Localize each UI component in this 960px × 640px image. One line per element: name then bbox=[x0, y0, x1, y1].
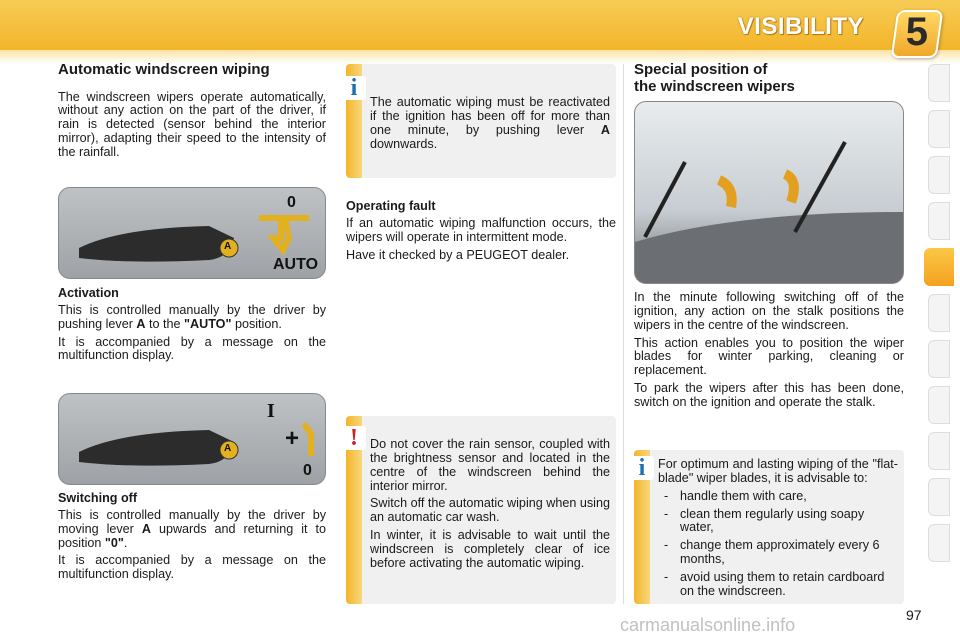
blades-advice-list bbox=[658, 490, 898, 599]
winter-parking-paragraph: This action enables you to position the wiper blades for winter parking, cleaning or replacement. bbox=[634, 335, 904, 378]
info-icon: i bbox=[342, 76, 366, 100]
info-box-blades bbox=[634, 450, 904, 604]
auto-label: AUTO bbox=[273, 256, 319, 273]
lever-label: A bbox=[224, 443, 232, 454]
section-heading: Automatic windscreen wiping bbox=[58, 61, 270, 78]
left-column bbox=[58, 62, 326, 164]
one-label: I bbox=[267, 400, 275, 422]
reactivation-text: The automatic wiping must be reactivated if the ignition has been off for more than one minute, by pushing lever A downwards. bbox=[370, 95, 610, 151]
intro-paragraph: The windscreen wipers operate automatically, without any action on the part of the driver, if rain is detected (sensor behind the interior mirror), adapting their speed to the intensity of the rainfall. bbox=[58, 89, 326, 159]
activation-heading: Activation bbox=[58, 286, 119, 300]
list-item: - change them approximately every 6 months, bbox=[658, 539, 898, 567]
section-heading-line1: Special position of bbox=[634, 61, 768, 78]
chapter-tab[interactable] bbox=[928, 110, 950, 148]
warning-text-sensor: Do not cover the rain sensor, coupled with the brightness sensor and located in the centre of the windscreen behind the interior mirror. bbox=[370, 437, 610, 493]
fault-heading: Operating fault bbox=[346, 199, 436, 213]
fault-paragraph: If an automatic wiping malfunction occurs, the wipers will operate in intermittent mode. bbox=[346, 215, 616, 244]
chapter-tab[interactable] bbox=[928, 202, 950, 240]
chapter-tab[interactable] bbox=[928, 478, 950, 516]
activation-display-paragraph: It is accompanied by a message on the multifunction display. bbox=[58, 334, 326, 363]
park-wipers-paragraph: To park the wipers after this has been done, switch on the ignition and operate the stalk. bbox=[634, 381, 904, 409]
activation-paragraph: This is controlled manually by the driver by pushing lever A to the "AUTO" position. bbox=[58, 302, 326, 331]
warning-text-carwash: Switch off the automatic wiping when using an automatic car wash. bbox=[370, 496, 610, 525]
stalk-auto-illustration bbox=[58, 187, 326, 279]
switching-off-heading: Switching off bbox=[58, 491, 138, 505]
plus-label: + bbox=[285, 425, 300, 452]
windscreen-icon bbox=[635, 102, 904, 284]
warning-text-winter: In winter, it is advisable to wait until the windscreen is completely clear of ice before activating the automatic wiping. bbox=[370, 528, 610, 570]
info-icon: i bbox=[630, 456, 654, 480]
watermark: carmanualsonline.info bbox=[620, 615, 796, 635]
chapter-tab-active[interactable] bbox=[924, 248, 954, 286]
chapter-tab[interactable] bbox=[928, 156, 950, 194]
switching-off-paragraph: This is controlled manually by the driver by moving lever A upwards and returning it to position "0". bbox=[58, 507, 326, 550]
chapter-tab[interactable] bbox=[928, 524, 950, 562]
chapter-title: VISIBILITY bbox=[737, 13, 864, 40]
warning-icon: ! bbox=[342, 426, 366, 450]
chapter-tabs bbox=[928, 64, 950, 574]
column-divider bbox=[623, 64, 624, 604]
chapter-tab[interactable] bbox=[928, 386, 950, 424]
section-heading-line2: the windscreen wipers bbox=[634, 77, 795, 95]
chapter-tab[interactable] bbox=[928, 64, 950, 102]
switching-off-display-paragraph: It is accompanied by a message on the multifunction display. bbox=[58, 553, 326, 582]
list-item: - avoid using them to retain cardboard on the windscreen. bbox=[658, 571, 898, 599]
fault-dealer-paragraph: Have it checked by a PEUGEOT dealer. bbox=[346, 247, 570, 262]
activation-section bbox=[58, 287, 326, 367]
chapter-tab[interactable] bbox=[928, 294, 950, 332]
list-item: - handle them with care, bbox=[658, 490, 898, 504]
chapter-tab[interactable] bbox=[928, 340, 950, 378]
operating-fault-section bbox=[346, 200, 616, 266]
chapter-tab[interactable] bbox=[928, 432, 950, 470]
blades-intro: For optimum and lasting wiping of the "flat-blade" wiper blades, it is advisable to: bbox=[658, 457, 898, 485]
switching-off-section bbox=[58, 492, 326, 586]
list-item: - clean them regularly using soapy water, bbox=[658, 508, 898, 536]
special-position-paragraph: In the minute following switching off of the ignition, any action on the stalk positions the wipers in the centre of the windscreen. bbox=[634, 290, 904, 332]
right-text bbox=[634, 291, 904, 414]
zero-label: 0 bbox=[303, 462, 312, 479]
warning-box bbox=[346, 416, 616, 604]
lever-label: A bbox=[224, 241, 232, 252]
chapter-number: 5 bbox=[905, 10, 928, 54]
zero-label: 0 bbox=[287, 194, 296, 211]
windscreen-wipers-photo bbox=[634, 101, 904, 284]
right-heading bbox=[634, 62, 904, 95]
page-number: 97 bbox=[906, 607, 922, 623]
info-box-reactivation bbox=[346, 64, 616, 178]
stalk-off-illustration bbox=[58, 393, 326, 485]
